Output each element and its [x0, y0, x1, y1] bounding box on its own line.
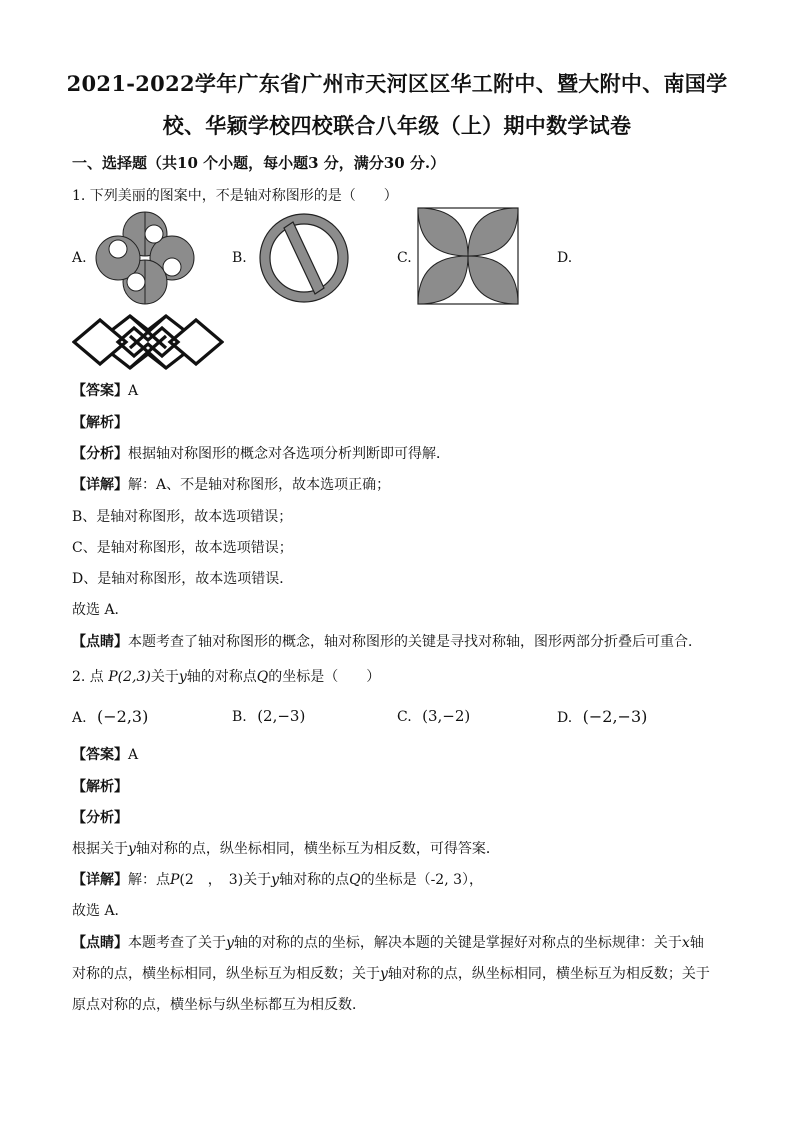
- q2-stem-y: y: [178, 669, 187, 685]
- q1-figure-b: [252, 210, 356, 306]
- q2-option-c-label: C.: [397, 709, 412, 725]
- q2-fenxi-y: y: [128, 841, 136, 857]
- q2-dj2-b: 轴对称的点，纵坐标相同，横坐标互为相反数；关于: [387, 966, 710, 982]
- q2-option-c: [397, 707, 470, 725]
- q2-stem-mid: 关于: [150, 669, 179, 685]
- section-heading: 一、选择题（共10 个小题，每小题3 分，满分30 分.）: [72, 154, 446, 172]
- q1-option-b-label: B.: [232, 250, 247, 266]
- q2-dj2-a: 对称的点，横坐标相同，纵坐标互为相反数；关于: [72, 966, 380, 982]
- q1-xiangjie: 解：A、不是轴对称图形，故本选项正确；: [128, 477, 391, 493]
- page-title-line2: 校、华颖学校四校联合八年级（上）期中数学试卷: [162, 113, 632, 138]
- q1-dianjing: 本题考查了轴对称图形的概念，轴对称图形的关键是寻找对称轴，图形两部分折叠后可重合．: [128, 634, 702, 650]
- q1-option-c-label: C.: [397, 250, 412, 266]
- q2-stem-end: 的坐标是（ ）: [268, 669, 381, 685]
- q2-stem-mid2: 轴的对称点: [186, 669, 257, 685]
- q2-dianjing-line2: [72, 963, 710, 983]
- q2-option-a-value: (−2,3): [97, 707, 149, 726]
- q2-fenxi-tag: 【分析】: [72, 810, 128, 826]
- q2-fenxi: [72, 838, 500, 858]
- q1-stem: 1. 下列美丽的图案中，不是轴对称图形的是（ ）: [72, 188, 398, 204]
- q2-dj1-b: 轴的对称的点的坐标，解决本题的关键是掌握好对称点的坐标规律：关于: [233, 935, 682, 951]
- answer-tag: 【答案】: [72, 383, 128, 399]
- q2-conclusion: 故选 A．: [72, 903, 129, 919]
- q2-analysis-tag: 【解析】: [72, 779, 128, 795]
- q1-analysis-tag: 【解析】: [72, 415, 128, 431]
- dianjing-tag: 【点睛】: [72, 634, 128, 650]
- q2-dj1-c: 轴: [689, 935, 704, 951]
- q2-xj-d: 的坐标是（-2, 3），: [360, 872, 484, 888]
- q2-xj-c: 轴对称的点: [279, 872, 350, 888]
- q2-option-a: [72, 707, 148, 726]
- q2-xj-b: (2 ， 3)关于: [179, 872, 272, 888]
- q1-dianjing-line: [72, 631, 702, 651]
- page-title-line1: 2021-2022学年广东省广州市天河区区华工附中、暨大附中、南国学: [66, 71, 728, 96]
- q1-conclusion: 故选 A．: [72, 602, 129, 618]
- q2-fenxi-a: 根据关于: [72, 841, 128, 857]
- q2-point-p: P(2,3): [108, 669, 151, 685]
- fenxi-tag: 【分析】: [72, 446, 128, 462]
- q1-answer-line: [72, 380, 138, 400]
- q1-figure-a: [92, 210, 198, 306]
- q2-dianjing-line1: [72, 932, 704, 952]
- q1-explain-d: D、是轴对称图形，故本选项错误．: [72, 571, 294, 587]
- xiangjie-tag: 【详解】: [72, 477, 128, 493]
- q1-fenxi: 根据轴对称图形的概念对各选项分析判断即可得解．: [128, 446, 450, 462]
- answer-tag: 【答案】: [72, 747, 128, 763]
- q1-xiangjie-line: [72, 474, 390, 494]
- q1-figure-d: [72, 312, 224, 372]
- xiangjie-tag: 【详解】: [72, 872, 128, 888]
- q1-answer: A: [128, 383, 139, 399]
- q2-stem-num: 2. 点: [72, 669, 104, 685]
- q1-option-a-label: A.: [72, 250, 87, 266]
- q1-explain-b: B、是轴对称图形，故本选项错误；: [72, 509, 293, 525]
- q2-point-q: Q: [256, 669, 269, 685]
- q2-option-d: [557, 707, 647, 726]
- q2-option-c-value: (3,−2): [422, 707, 471, 725]
- q2-option-d-value: (−2,−3): [582, 707, 648, 726]
- q2-xj-p: P: [170, 872, 180, 888]
- q1-figure-c: [416, 206, 520, 306]
- q2-answer: A: [128, 747, 139, 763]
- q1-explain-c: C、是轴对称图形，故本选项错误；: [72, 540, 293, 556]
- q2-dj1-a: 本题考查了关于: [128, 935, 226, 951]
- dianjing-tag: 【点睛】: [72, 935, 128, 951]
- q2-fenxi-b: 轴对称的点，纵坐标相同，横坐标互为相反数，可得答案．: [135, 841, 500, 857]
- q2-option-b: [232, 707, 305, 725]
- q2-xj-q: Q: [349, 872, 361, 888]
- q2-dj2-y: y: [380, 966, 388, 982]
- q2-xiangjie-line: [72, 869, 483, 889]
- q2-option-d-label: D.: [557, 710, 573, 726]
- q2-dj1-x: x: [681, 935, 690, 951]
- q2-option-a-label: A.: [72, 710, 87, 726]
- q2-option-b-label: B.: [232, 709, 247, 725]
- q2-answer-line: [72, 744, 138, 764]
- q2-xj-y: y: [271, 872, 280, 888]
- q2-dianjing-line3: 原点对称的点，横坐标与纵坐标都互为相反数．: [72, 997, 366, 1013]
- q2-dj1-y: y: [226, 935, 234, 951]
- q1-fenxi-line: [72, 443, 450, 463]
- q2-option-b-value: (2,−3): [257, 707, 306, 725]
- q2-stem: [72, 666, 380, 686]
- q1-option-d-label: D.: [557, 250, 573, 266]
- q2-xj-a: 解：点: [128, 872, 170, 888]
